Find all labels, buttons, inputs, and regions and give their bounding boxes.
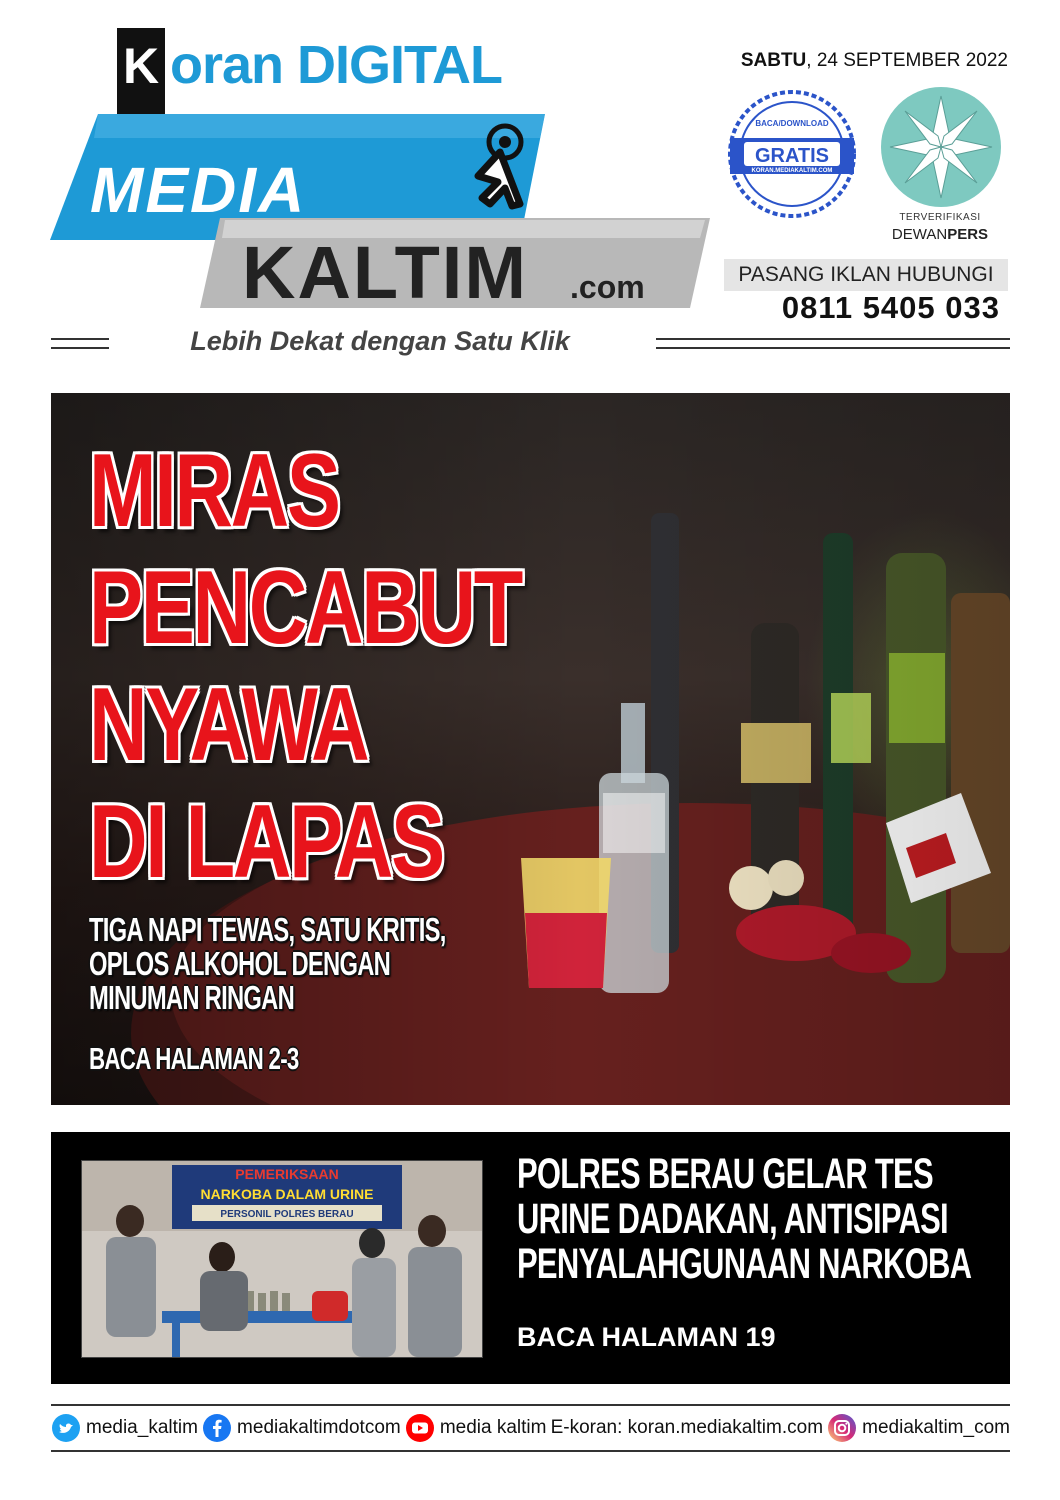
hero-headline-line-3: NYAWA — [89, 667, 368, 783]
footer-instagram[interactable] — [827, 1413, 1010, 1443]
stamp-bottom-text: KORAN.MEDIAKALTIM.COM — [751, 168, 833, 174]
twitter-icon — [51, 1413, 81, 1443]
twitter-handle: media_kaltim — [86, 1417, 198, 1438]
hero-headline-line-2: PENCABUT — [89, 550, 521, 666]
tagline-rule-right — [656, 338, 1010, 340]
issue-date-rest: , 24 SEPTEMBER 2022 — [806, 50, 1008, 71]
story2-headline-line-3: PENYALAHGUNAAN NARKOBA — [517, 1240, 972, 1288]
tagline-rule-right-2 — [656, 347, 1010, 349]
footer-ekoran[interactable] — [551, 1417, 823, 1439]
koran-digital-k: K — [117, 28, 165, 114]
tagline: Lebih Dekat dengan Satu Klik — [190, 326, 570, 356]
media-kaltim-logo — [50, 108, 720, 314]
story-polres-berau[interactable] — [51, 1132, 1010, 1384]
ad-contact-label: PASANG IKLAN HUBUNGI — [724, 259, 1008, 291]
story2-read-more[interactable]: BACA HALAMAN 19 — [517, 1322, 776, 1352]
tagline-rule-left-2 — [51, 347, 109, 349]
hero-subheadline — [89, 913, 446, 1015]
logo-media-text: MEDIA — [90, 154, 307, 226]
footer-facebook[interactable] — [202, 1413, 401, 1443]
youtube-handle: media kaltim — [439, 1417, 547, 1438]
urine-test-photo — [82, 1161, 482, 1357]
hero-sub-line-2: OPLOS ALKOHOL DENGAN — [89, 945, 391, 982]
stamp-top-text: BACA/DOWNLOAD — [755, 119, 829, 128]
ad-contact-phone[interactable]: 0811 5405 033 — [781, 290, 1000, 325]
story2-headline — [517, 1152, 971, 1287]
dewan-part2: PERS — [947, 226, 989, 243]
photo-banner-line-3: PERSONIL POLRES BERAU — [220, 1209, 354, 1220]
hero-headline-line-4: DI LAPAS — [89, 784, 443, 900]
ekoran-link: E-koran: koran.mediakaltim.com — [550, 1417, 824, 1438]
instagram-handle: mediakaltim_com — [862, 1417, 1010, 1438]
hero-story[interactable] — [51, 393, 1010, 1105]
issue-day: SABTU — [740, 50, 807, 71]
story2-photo — [81, 1160, 483, 1358]
gratis-stamp[interactable] — [726, 88, 858, 220]
dewan-pers-label — [870, 226, 1010, 243]
logo-com-text: .com — [570, 269, 645, 305]
hero-sub-line-1: TIGA NAPI TEWAS, SATU KRITIS, — [89, 911, 446, 948]
stamp-main-text: GRATIS — [754, 145, 830, 167]
social-footer — [51, 1407, 1010, 1449]
hero-headline-line-1: MIRAS — [89, 433, 339, 549]
logo-kaltim-text: KALTIM — [242, 231, 528, 314]
dewan-pers-logo-icon — [880, 86, 1002, 208]
footer-twitter[interactable] — [51, 1413, 198, 1443]
hero-sub-line-3: MINUMAN RINGAN — [89, 979, 295, 1016]
photo-banner-line-1: PEMERIKSAAN — [235, 1166, 339, 1182]
dewan-part1: DEWAN — [891, 226, 948, 243]
story2-headline-line-1: POLRES BERAU GELAR TES — [517, 1150, 933, 1198]
koran-digital-title: oran DIGITAL — [170, 35, 502, 95]
story2-headline-line-2: URINE DADAKAN, ANTISIPASI — [517, 1195, 948, 1243]
instagram-icon — [827, 1413, 857, 1443]
footer-rule-top — [51, 1404, 1010, 1406]
issue-date — [700, 50, 1008, 72]
tagline-rule-left — [51, 338, 109, 340]
youtube-icon — [405, 1413, 435, 1443]
facebook-handle: mediakaltimdotcom — [237, 1417, 401, 1438]
footer-youtube[interactable] — [405, 1413, 547, 1443]
facebook-icon — [202, 1413, 232, 1443]
photo-banner-line-2: NARKOBA DALAM URINE — [200, 1186, 374, 1202]
footer-rule-bottom — [51, 1450, 1010, 1452]
hero-read-more[interactable]: BACA HALAMAN 2-3 — [89, 1041, 299, 1076]
dewan-verified-label: TERVERIFIKASI — [899, 212, 981, 223]
hero-headline — [89, 433, 521, 901]
